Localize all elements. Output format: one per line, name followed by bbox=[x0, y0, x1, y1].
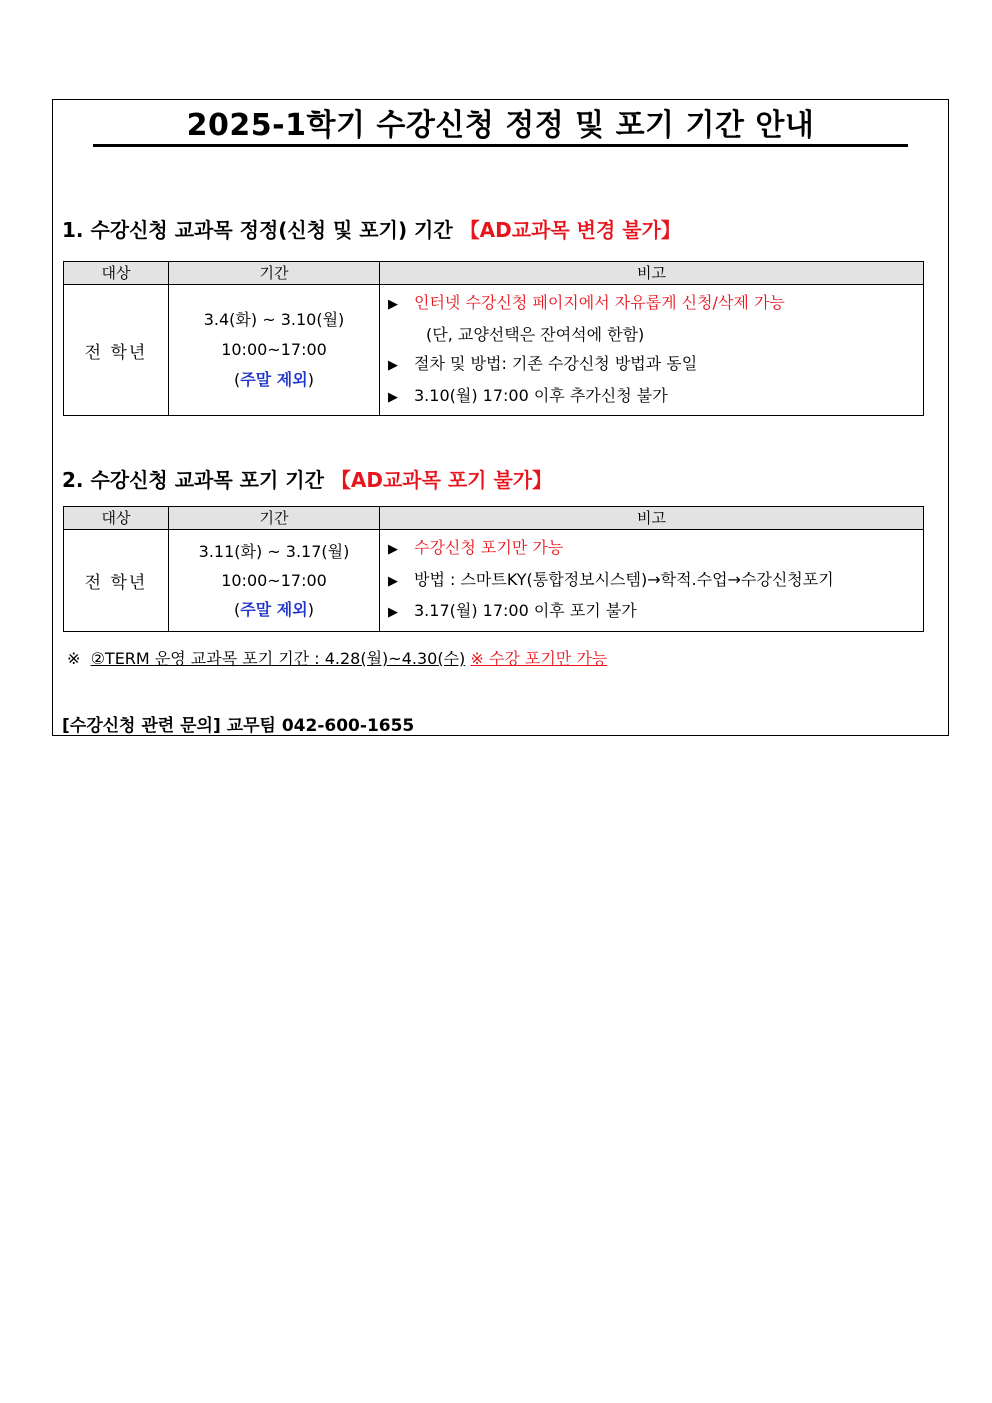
table-row bbox=[64, 285, 924, 416]
weekend-note bbox=[169, 595, 379, 624]
list-item bbox=[388, 533, 923, 565]
period-dates: 3.11(화) ~ 3.17(월) bbox=[198, 541, 350, 561]
triangle-right-icon: ▶ bbox=[388, 542, 398, 557]
table-row bbox=[64, 530, 924, 632]
footnote-text: ②TERM 운영 교과목 포기 기간 : 4.28(월)~4.30(수) bbox=[90, 649, 466, 668]
list-item bbox=[388, 565, 923, 597]
section2-table bbox=[63, 506, 924, 632]
notes-cell bbox=[380, 285, 924, 416]
title-underline bbox=[93, 144, 908, 147]
page-title: 2025-1학기 수강신청 정정 및 포기 기간 안내 bbox=[186, 108, 815, 143]
bullet-text: 3.10(월) 17:00 이후 추가신청 불가 bbox=[414, 385, 668, 405]
bullet-text: 절차 및 방법: 기존 수강신청 방법과 동일 bbox=[414, 354, 698, 373]
weekend-excluded: 주말 제외 bbox=[240, 370, 308, 389]
period-cell bbox=[169, 285, 380, 416]
column-header-period: 기간 bbox=[169, 507, 380, 530]
triangle-right-icon: ▶ bbox=[388, 389, 398, 405]
footnote bbox=[67, 646, 607, 669]
section1-heading-note: 【AD교과목 변경 불가】 bbox=[459, 218, 681, 242]
triangle-right-icon: ▶ bbox=[388, 573, 398, 589]
column-header-target: 대상 bbox=[64, 262, 169, 285]
target-cell: 전 학년 bbox=[64, 285, 169, 416]
section2-heading-note: 【AD교과목 포기 불가】 bbox=[330, 468, 553, 492]
footnote-note: ※ 수강 포기만 가능 bbox=[470, 649, 608, 668]
weekend-note bbox=[169, 365, 379, 395]
section2-table-header-row bbox=[64, 507, 924, 530]
notice-box bbox=[52, 99, 949, 736]
bullet-text: 방법 : 스마트KY(통합정보시스템)→학적.수업→수강신청포기 bbox=[414, 569, 834, 589]
reference-mark: ※ bbox=[67, 649, 81, 668]
section1-heading bbox=[62, 216, 681, 244]
bullet-text: 3.17(월) 17:00 이후 포기 불가 bbox=[414, 601, 637, 620]
target-cell: 전 학년 bbox=[64, 530, 169, 632]
period-time: 10:00~17:00 bbox=[221, 340, 327, 359]
triangle-right-icon: ▶ bbox=[388, 605, 398, 620]
weekend-excluded: 주말 제외 bbox=[240, 599, 308, 619]
notes-cell bbox=[380, 530, 924, 632]
section2-heading-text: 2. 수강신청 교과목 포기 기간 bbox=[62, 468, 324, 492]
list-item bbox=[388, 349, 923, 381]
period-cell bbox=[169, 530, 380, 632]
column-header-notes: 비고 bbox=[380, 507, 924, 530]
section1-heading-text: 1. 수강신청 교과목 정정(신청 및 포기) 기간 bbox=[62, 218, 453, 242]
column-header-notes: 비고 bbox=[380, 262, 924, 285]
section2-heading bbox=[62, 466, 552, 494]
list-item bbox=[388, 381, 923, 413]
period-time: 10:00~17:00 bbox=[221, 570, 327, 590]
weekend-paren-close: ) bbox=[307, 370, 314, 389]
triangle-right-icon: ▶ bbox=[388, 297, 398, 312]
weekend-paren-close: ) bbox=[307, 599, 314, 619]
section1-table bbox=[63, 261, 924, 416]
bullet-text: 수강신청 포기만 가능 bbox=[414, 538, 564, 557]
section1-table-header-row bbox=[64, 262, 924, 285]
list-item bbox=[388, 596, 923, 628]
column-header-period: 기간 bbox=[169, 262, 380, 285]
list-item bbox=[388, 320, 923, 350]
contact-info: [수강신청 관련 문의] 교무팀 042-600-1655 bbox=[62, 716, 415, 736]
period-dates: 3.4(화) ~ 3.10(월) bbox=[203, 310, 345, 329]
column-header-target: 대상 bbox=[64, 507, 169, 530]
weekend-paren-open: ( bbox=[234, 599, 241, 619]
list-item bbox=[388, 288, 923, 320]
bullet-text: 인터넷 수강신청 페이지에서 자유롭게 신청/삭제 가능 bbox=[414, 293, 785, 312]
weekend-paren-open: ( bbox=[234, 370, 241, 389]
bullet-text: (단, 교양선택은 잔여석에 한함) bbox=[426, 324, 645, 344]
triangle-right-icon: ▶ bbox=[388, 358, 398, 373]
